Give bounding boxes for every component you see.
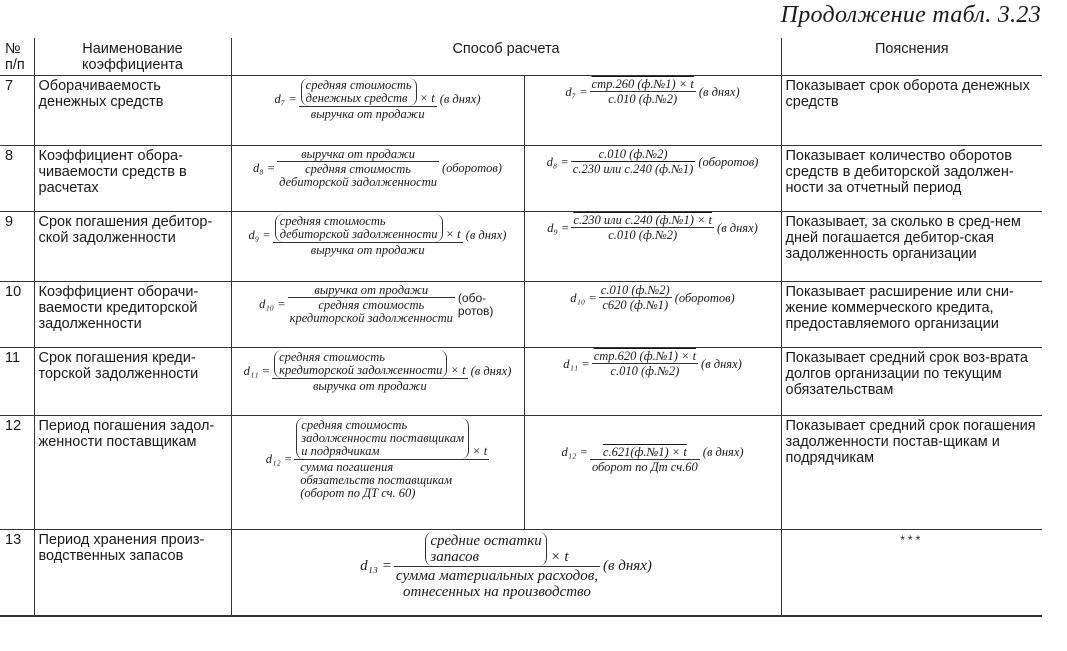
row-name: Срок погашения дебитор-ской задолженности — [34, 212, 231, 282]
formula-general: d₈ = выручка от продажи средняя стоимость дебиторской задолженности (оборотов) — [231, 146, 524, 212]
row-name: Период погашения задол-женности поставщикам — [34, 416, 231, 530]
row-name: Коэффициент обора-чиваемости средств в расчетах — [34, 146, 231, 212]
row-num: 10 — [0, 282, 34, 348]
row-note: Показывает средний срок погашения задолженности постав-щикам и подрядчикам — [781, 416, 1042, 530]
formula-general: d₇ = средняя стоимость денежных средств × t выручка от продажи (в днях) — [231, 76, 524, 146]
row-num: 12 — [0, 416, 34, 530]
row-name: Коэффициент оборачи-ваемости кредиторской задолженности — [34, 282, 231, 348]
row-num: 8 — [0, 146, 34, 212]
formula-general: d₉ = средняя стоимость дебиторской задолженности × t выручка от продажи (в днях) — [231, 212, 524, 282]
header-name: Наименование коэффициента — [34, 38, 231, 76]
row-num: 9 — [0, 212, 34, 282]
formula-balance: d₉ = $\frac{\text{с.230 или с.240 (ф.№1) × t}}{с.010 (ф.№2)}$ (в днях) — [524, 212, 781, 282]
table-row — [0, 146, 1042, 212]
table-row — [0, 348, 1042, 416]
row-note: Показывает, за сколько в сред-нем дней погашается дебитор-ская задолженность организации — [781, 212, 1042, 282]
table-row — [0, 212, 1042, 282]
formula-balance: d₈ = $\frac{с.010 (ф.№2)}{\text{с.230 или с.240 (ф.№1)}}$ (оборотов) — [524, 146, 781, 212]
row-note: Показывает средний срок воз-врата долгов организации по текущим обязательствам — [781, 348, 1042, 416]
row-num: 7 — [0, 76, 34, 146]
row-note: Показывает расширение или сни-жение коммерческого кредита, предоставляемого организации — [781, 282, 1042, 348]
header-num: № п/п — [0, 38, 34, 76]
row-num: 13 — [0, 530, 34, 616]
table-row — [0, 76, 1042, 146]
header-notes: Пояснения — [781, 38, 1042, 76]
formula-balance: d₁₀ = $\frac{с.010 (ф.№2)}{с620 (ф.№1)}$ (оборотов) — [524, 282, 781, 348]
table-row — [0, 530, 1042, 616]
formula-balance: d₁₂ = $\frac{с.621(ф.№1) \times t}{\text{оборот по Дт сч.60}}$ (в днях) — [524, 416, 781, 530]
formula-balance: d₇ = $\frac{\text{стр.260 (ф.№1) × t}}{с.010 (ф.№2)}$ (в днях) — [524, 76, 781, 146]
row-num: 11 — [0, 348, 34, 416]
row-note: Показывает количество оборотов средств в дебиторской задолжен-ности за отчетный период — [781, 146, 1042, 212]
table-row — [0, 416, 1042, 530]
formula-general: d₁₁ = средняя стоимость кредиторской задолженности × t выручка от продажи (в днях) — [231, 348, 524, 416]
row-note: *** — [781, 530, 1042, 616]
header-method: Способ расчета — [231, 38, 781, 76]
coefficients-table — [0, 38, 1042, 617]
row-note: Показывает срок оборота денежных средств — [781, 76, 1042, 146]
row-name: Срок погашения креди-торской задолженности — [34, 348, 231, 416]
formula-general: d₁₀ = выручка от продажи средняя стоимость кредиторской задолженности (обо-ротов) — [231, 282, 524, 348]
formula-general: d₁₂ = средняя стоимость задолженности поставщикам и подрядчикам × t сумма погашения обязательств поставщикам (оборот по ДТ сч. 60) — [231, 416, 524, 530]
row-name: Оборачиваемость денежных средств — [34, 76, 231, 146]
row-name: Период хранения произ-водственных запасов — [34, 530, 231, 616]
table-caption: Продолжение табл. 3.23 — [780, 2, 1041, 28]
table-row — [0, 282, 1042, 348]
table-header-row — [0, 38, 1042, 76]
formula-merged: d₁₃ = средние остатки запасов × t сумма материальных расходов, отнесенных на производство (в днях) — [231, 530, 781, 616]
formula-balance: d₁₁ = $\frac{\text{стр.620 (ф.№1) × t}}{с.010 (ф.№2)}$ (в днях) — [524, 348, 781, 416]
